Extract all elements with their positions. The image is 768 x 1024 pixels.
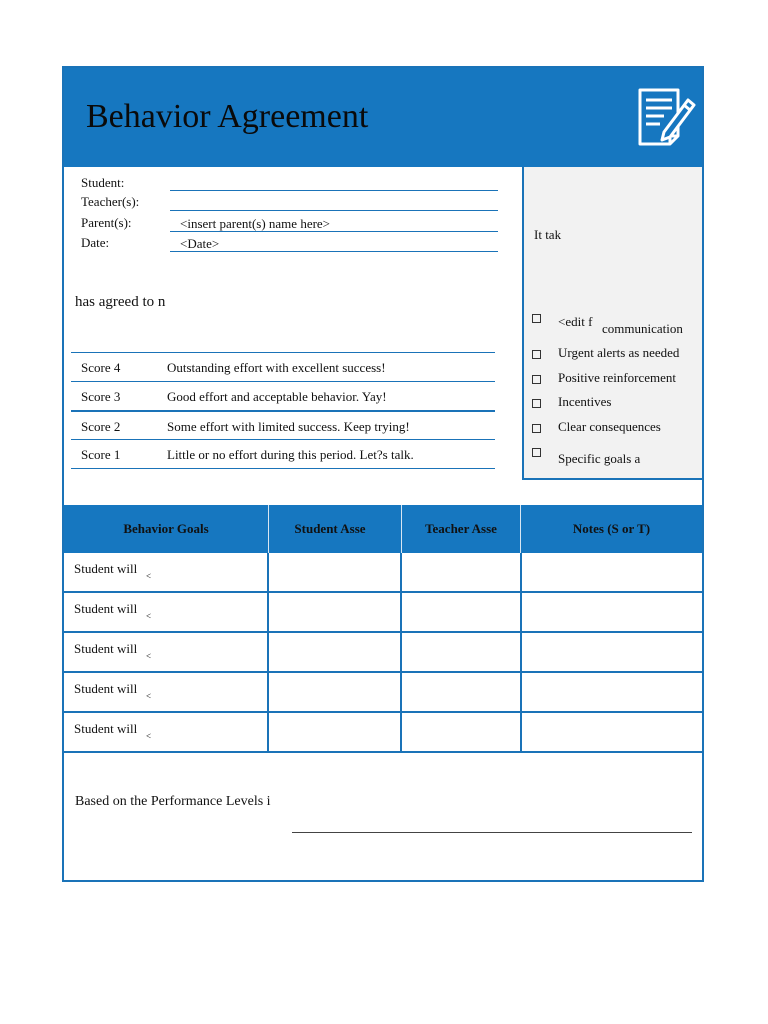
- column-header: Notes (S or T): [572, 521, 651, 536]
- table-row: [64, 593, 702, 633]
- checkbox-icon[interactable]: [532, 448, 541, 457]
- parent-field[interactable]: [170, 216, 498, 232]
- teacher-label: Teacher(s):: [81, 194, 140, 209]
- parent-value: <insert parent(s) name here>: [180, 216, 331, 231]
- goal-mark: <: [146, 691, 152, 701]
- score-description: Some effort with limited success. Keep trying!: [167, 419, 410, 434]
- agreement-page: [62, 66, 704, 882]
- checklist-item[interactable]: [532, 419, 559, 435]
- score-label: Score 3: [81, 389, 121, 404]
- checklist-item[interactable]: [532, 345, 559, 361]
- score-description: Good effort and acceptable behavior. Yay!: [167, 389, 387, 404]
- checklist-label: communication: [602, 321, 683, 336]
- parent-label: Parent(s):: [81, 215, 132, 230]
- table-row: [64, 673, 702, 713]
- table-row: [64, 633, 702, 673]
- date-field[interactable]: [170, 236, 498, 252]
- teacher-field[interactable]: [170, 196, 498, 211]
- goal-cell[interactable]: Student will: [74, 641, 138, 656]
- score-row: [71, 352, 495, 381]
- score-label: Score 4: [81, 360, 121, 375]
- goal-cell[interactable]: Student will: [74, 561, 138, 576]
- date-label: Date:: [81, 235, 110, 250]
- student-label: Student:: [81, 175, 125, 190]
- page-title: Behavior Agreement: [86, 98, 369, 135]
- column-header: Teacher Asse: [425, 521, 497, 536]
- goal-mark: <: [146, 571, 152, 581]
- signature-line[interactable]: [292, 832, 692, 833]
- checkbox-icon[interactable]: [532, 350, 541, 359]
- score-description: Little or no effort during this period. Let?s talk.: [167, 447, 414, 462]
- column-header: Student Asse: [294, 521, 366, 536]
- checklist-item[interactable]: [532, 309, 559, 325]
- agreement-text: has agreed to n: [75, 294, 166, 310]
- goal-cell[interactable]: Student will: [74, 601, 138, 616]
- checklist-label: <edit f: [558, 314, 593, 329]
- checklist-label: Incentives: [558, 394, 612, 409]
- checklist-label: Urgent alerts as needed: [558, 345, 680, 360]
- checklist-label: Positive reinforcement: [558, 370, 677, 385]
- checklist-item[interactable]: [532, 443, 559, 459]
- score-description: Outstanding effort with excellent success!: [167, 360, 386, 375]
- date-value: <Date>: [180, 236, 220, 251]
- table-row: [64, 553, 702, 593]
- checklist-label: Clear consequences: [558, 419, 661, 434]
- goal-mark: <: [146, 731, 152, 741]
- checkbox-icon[interactable]: [532, 314, 541, 323]
- student-field[interactable]: [170, 176, 498, 191]
- checklist-item[interactable]: [532, 394, 559, 410]
- score-row: [71, 410, 495, 440]
- commitments-box: [522, 167, 702, 480]
- score-row: [71, 439, 495, 468]
- checklist-item[interactable]: [532, 370, 559, 386]
- checklist-label: Specific goals a: [558, 451, 641, 466]
- column-header: Behavior Goals: [123, 521, 209, 536]
- score-label: Score 1: [81, 447, 121, 462]
- score-row: [71, 381, 495, 410]
- document-edit-icon: [634, 86, 698, 150]
- goal-cell[interactable]: Student will: [74, 721, 138, 736]
- goal-cell[interactable]: Student will: [74, 681, 138, 696]
- header-banner: [64, 68, 702, 167]
- score-label: Score 2: [81, 419, 121, 434]
- commitments-intro: It tak: [534, 227, 562, 242]
- score-divider: [71, 468, 495, 469]
- table-row: [64, 713, 702, 753]
- checkbox-icon[interactable]: [532, 399, 541, 408]
- goal-mark: <: [146, 611, 152, 621]
- checkbox-icon[interactable]: [532, 375, 541, 384]
- performance-text: Based on the Performance Levels i: [75, 794, 271, 809]
- goal-mark: <: [146, 651, 152, 661]
- table-header-row: [64, 505, 702, 553]
- checkbox-icon[interactable]: [532, 424, 541, 433]
